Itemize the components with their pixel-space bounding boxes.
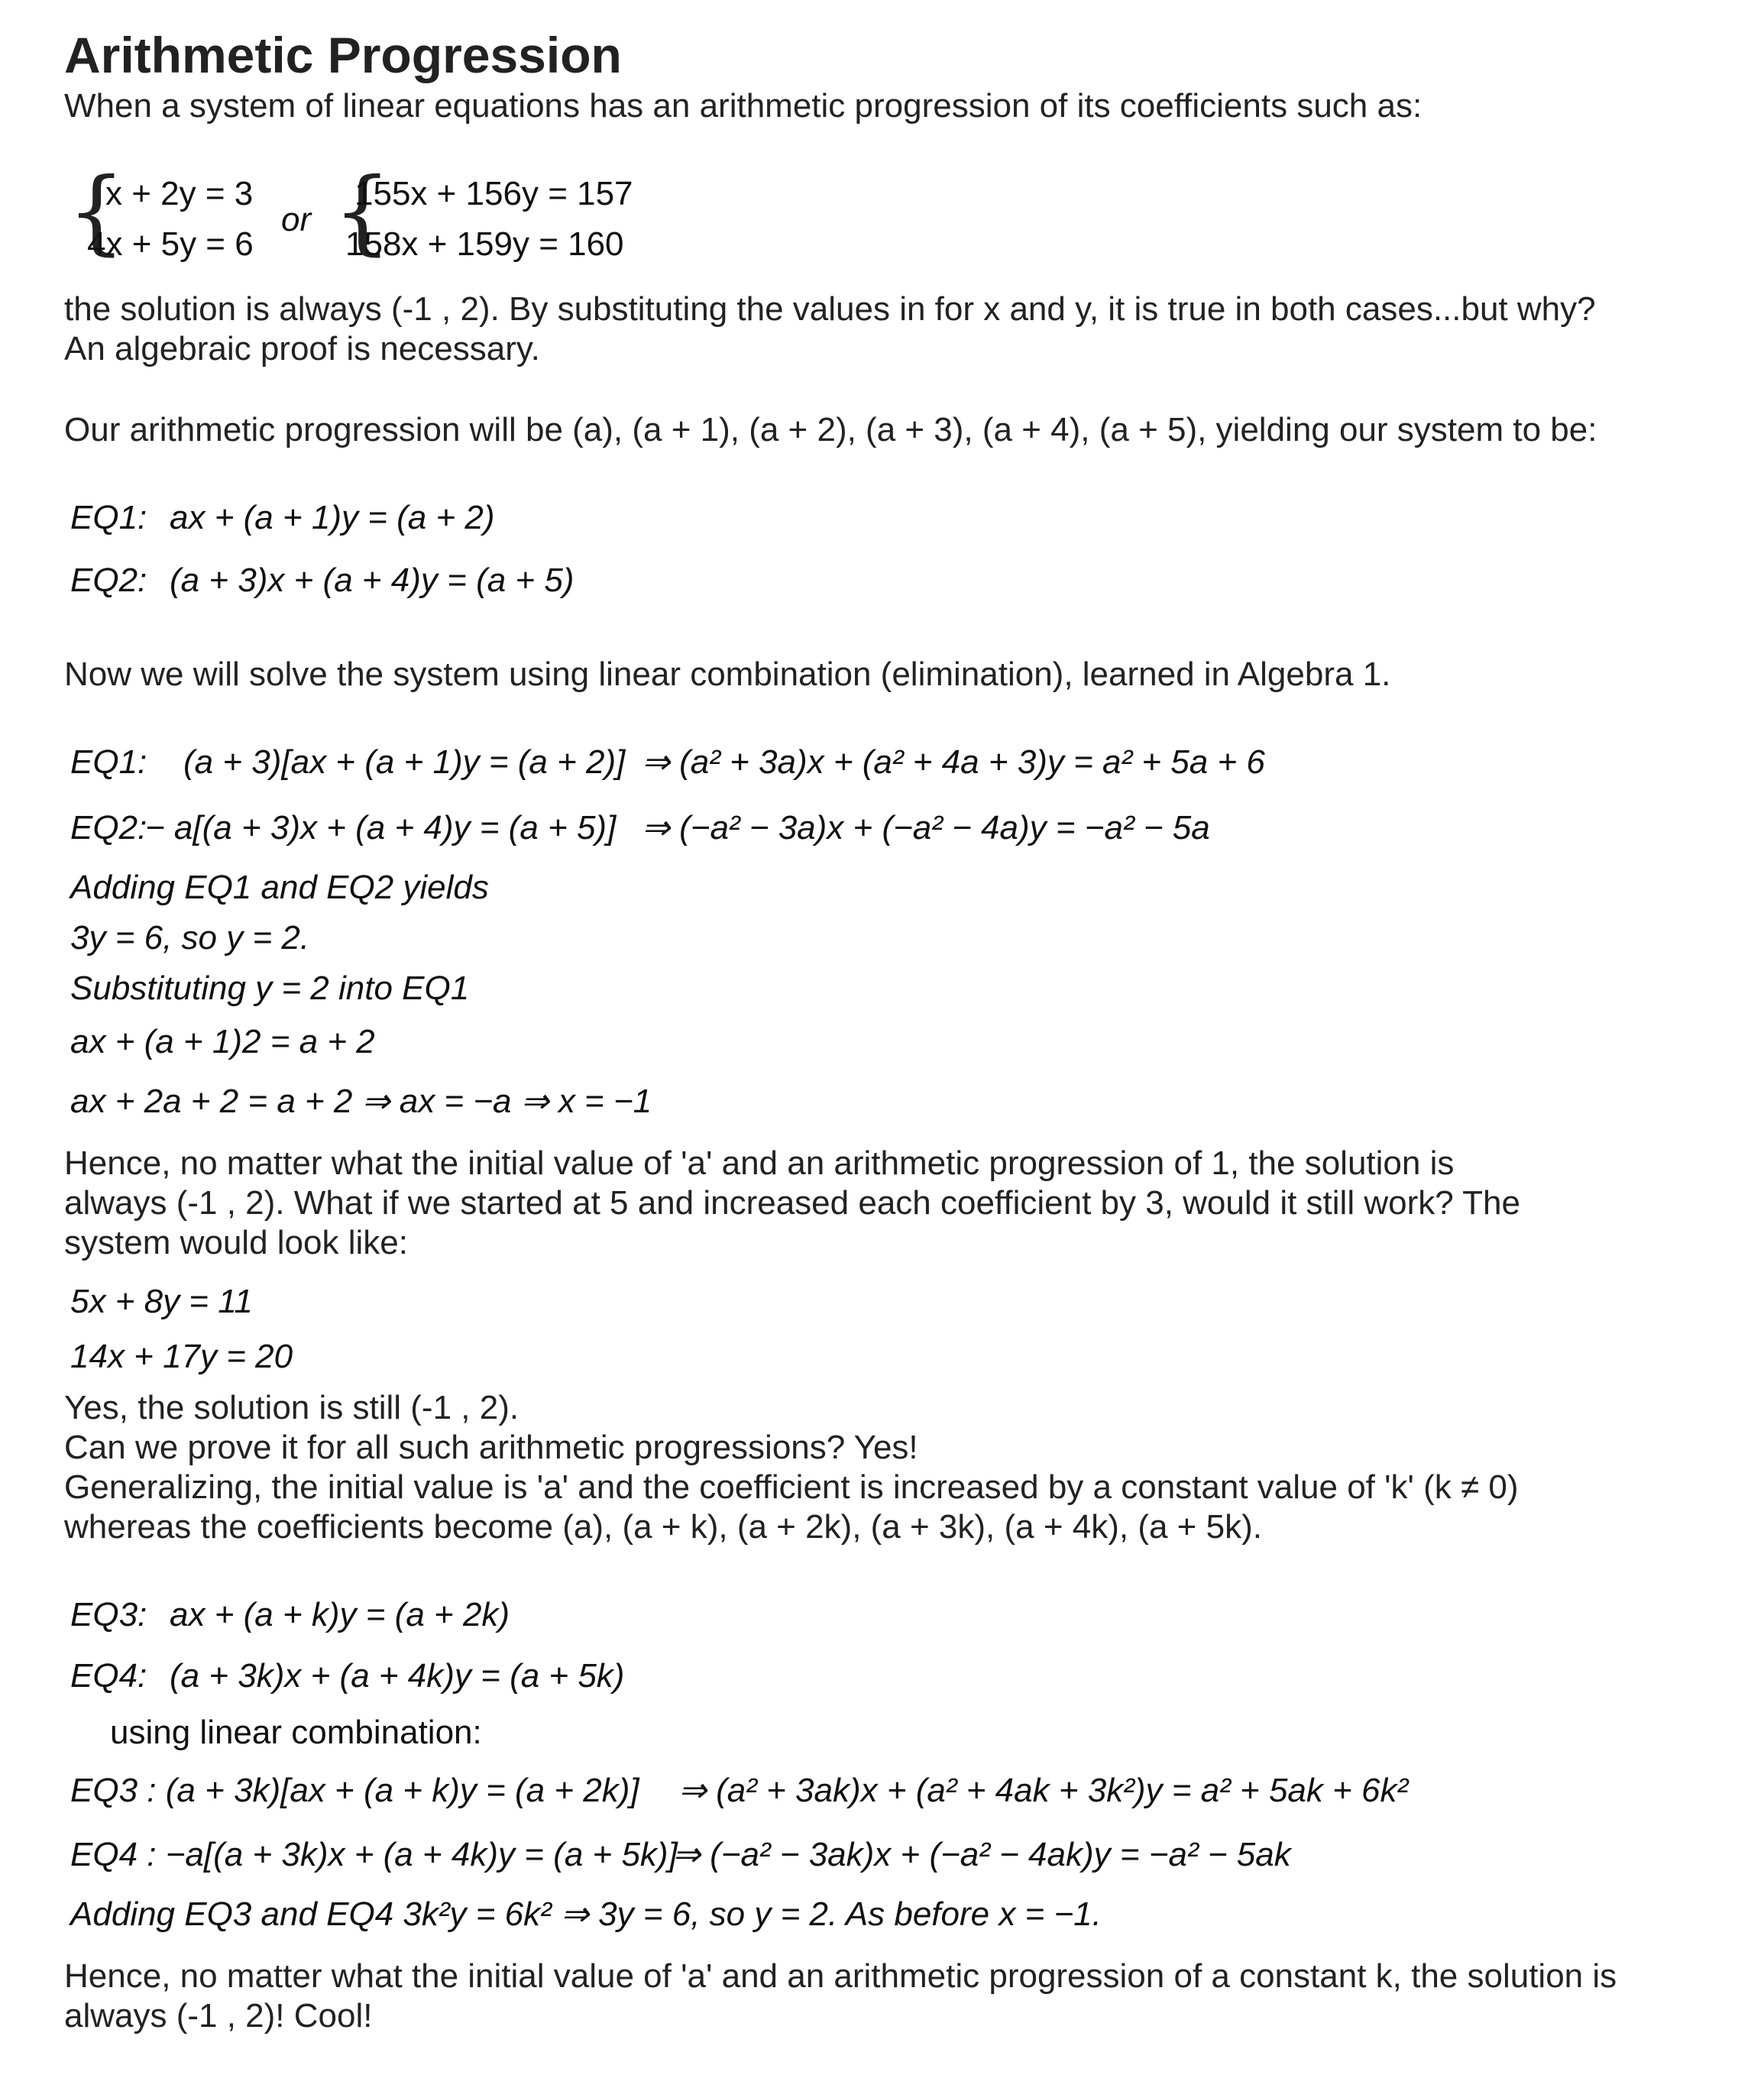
left-brace-icon: { xyxy=(67,159,126,265)
adding-eq3-eq4: Adding EQ3 and EQ4 3k²y = 6k² ⇒ 3y = 6, so y = 2. As before x = −1. xyxy=(70,1895,1102,1933)
eq3-label: EQ3: xyxy=(70,1596,147,1633)
system2-eq-b: 158x + 159y = 160 xyxy=(345,225,624,263)
eq3-equation: ax + (a + k)y = (a + 2k) xyxy=(170,1596,510,1633)
eq2-label: EQ2: xyxy=(70,562,147,599)
solve-eq2-label: EQ2: xyxy=(70,809,147,847)
example-eq-b: 14x + 17y = 20 xyxy=(70,1338,293,1375)
paragraph-5-line-3: Generalizing, the initial value is 'a' and the coefficient is increased by a constant value of 'k' (k ≠ 0) xyxy=(64,1468,1519,1506)
solve-eq1-right: ⇒ (a² + 3a)x + (a² + 4a + 3)y = a² + 5a + 6 xyxy=(642,743,1265,781)
substituting-line: Substituting y = 2 into EQ1 xyxy=(70,970,470,1007)
system2-eq-a: 155x + 156y = 157 xyxy=(354,175,633,212)
paragraph-4-line-1: Hence, no matter what the initial value of 'a' and an arithmetic progression of 1, the solution is xyxy=(64,1144,1455,1182)
adding-eq1-eq2: Adding EQ1 and EQ2 yields xyxy=(70,869,489,906)
eq1-label: EQ1: xyxy=(70,499,147,536)
paragraph-5-line-2: Can we prove it for all such arithmetic progressions? Yes! xyxy=(64,1429,918,1466)
left-brace-icon: { xyxy=(333,159,392,265)
paragraph-4-line-3: system would look like: xyxy=(64,1224,408,1261)
paragraph-5-line-1: Yes, the solution is still (-1 , 2). xyxy=(64,1389,519,1426)
solve-eq1-label: EQ1: xyxy=(70,743,147,781)
solve-eq1-left: (a + 3)[ax + (a + 1)y = (a + 2)] xyxy=(183,743,626,781)
paragraph-5-line-4: whereas the coefficients become (a), (a + k), (a + 2k), (a + 3k), (a + 4k), (a + 5k). xyxy=(64,1508,1262,1546)
eq4-equation: (a + 3k)x + (a + 4k)y = (a + 5k) xyxy=(170,1657,625,1695)
conclusion-line-2: always (-1 , 2)! Cool! xyxy=(64,1997,373,2035)
or-word: or xyxy=(281,201,312,238)
eq4-combination-right: ⇒ (−a² − 3ak)x + (−a² − 4ak)y = −a² − 5ak xyxy=(672,1836,1291,1873)
paragraph-4-line-2: always (-1 , 2). What if we started at 5 and increased each coefficient by 3, would it still work? The xyxy=(64,1184,1520,1222)
result-y: 3y = 6, so y = 2. xyxy=(70,919,310,957)
example-eq-a: 5x + 8y = 11 xyxy=(70,1283,253,1320)
substitution-step-2: ax + 2a + 2 = a + 2 ⇒ ax = −a ⇒ x = −1 xyxy=(70,1083,652,1120)
system1-eq-a: x + 2y = 3 xyxy=(105,175,254,212)
paragraph-1-line-2: An algebraic proof is necessary. xyxy=(64,330,540,367)
solve-eq2-right: ⇒ (−a² − 3a)x + (−a² − 4a)y = −a² − 5a xyxy=(642,809,1210,847)
system1-eq-b: 4x + 5y = 6 xyxy=(87,225,254,263)
solve-eq2-left: − a[(a + 3)x + (a + 4)y = (a + 5)] xyxy=(145,809,617,847)
eq3-combination-left: EQ3 : (a + 3k)[ax + (a + k)y = (a + 2k)] xyxy=(70,1772,639,1809)
paragraph-2: Our arithmetic progression will be (a), (a + 1), (a + 2), (a + 3), (a + 4), (a + 5), yielding our system to be: xyxy=(64,411,1597,448)
eq2-equation: (a + 3)x + (a + 4)y = (a + 5) xyxy=(170,562,575,599)
substitution-step-1: ax + (a + 1)2 = a + 2 xyxy=(70,1023,375,1060)
eq1-equation: ax + (a + 1)y = (a + 2) xyxy=(170,499,495,536)
page-title: Arithmetic Progression xyxy=(64,27,622,83)
using-linear-combination: using linear combination: xyxy=(110,1714,482,1751)
intro-text: When a system of linear equations has an arithmetic progression of its coefficients such as: xyxy=(64,87,1423,125)
paragraph-3: Now we will solve the system using linear combination (elimination), learned in Algebra 1. xyxy=(64,656,1391,693)
eq4-label: EQ4: xyxy=(70,1657,147,1695)
conclusion-line-1: Hence, no matter what the initial value of 'a' and an arithmetic progression of a constant k, the solution is xyxy=(64,1957,1617,1995)
eq4-combination-left: EQ4 : −a[(a + 3k)x + (a + 4k)y = (a + 5k)] xyxy=(70,1836,678,1873)
paragraph-1-line-1: the solution is always (-1 , 2). By substituting the values in for x and y, it is true in both cases...but why? xyxy=(64,290,1596,328)
eq3-combination-right: ⇒ (a² + 3ak)x + (a² + 4ak + 3k²)y = a² + 5ak + 6k² xyxy=(678,1772,1409,1809)
